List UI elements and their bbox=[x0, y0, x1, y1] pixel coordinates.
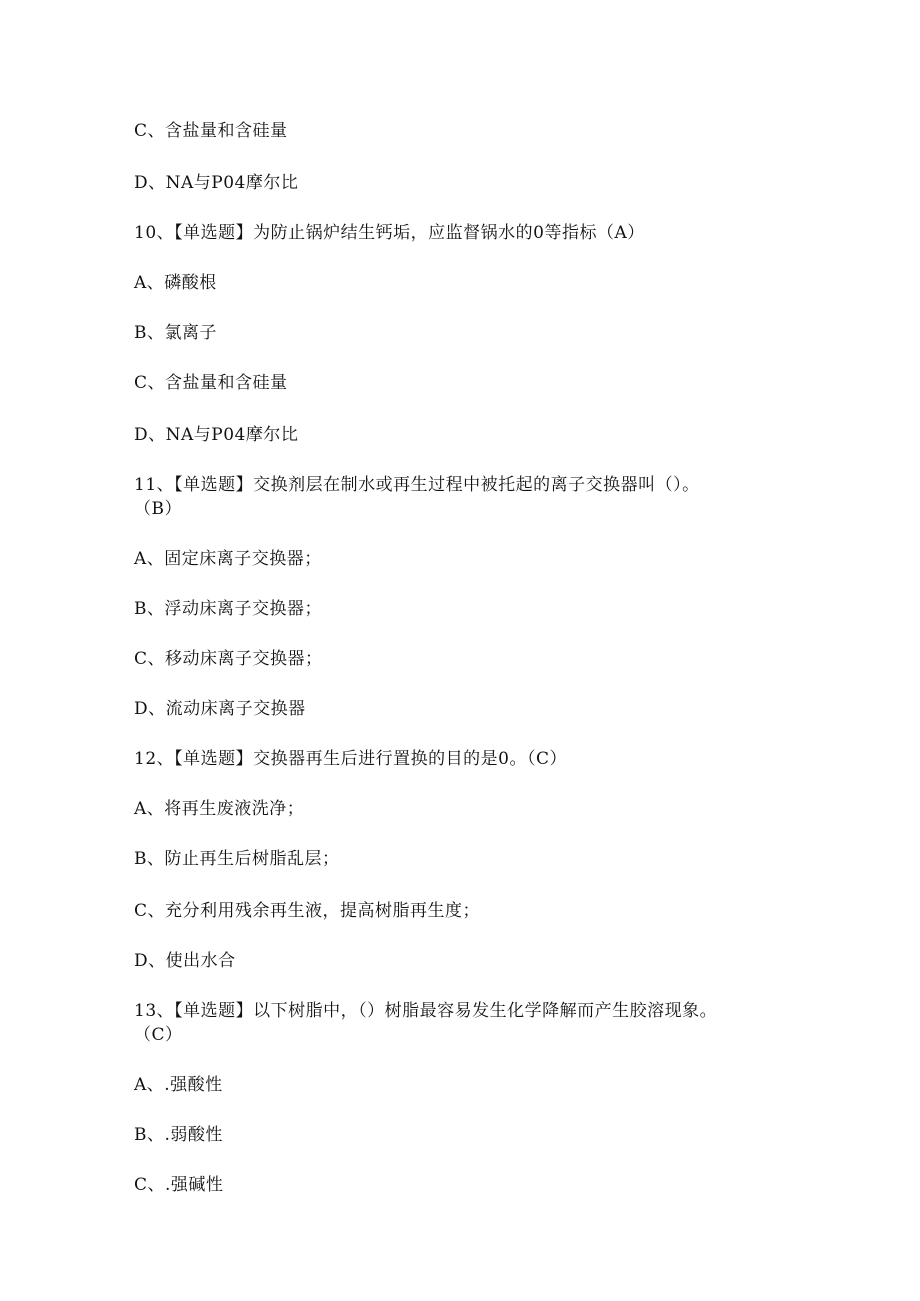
option-a-q13: A、.强酸性 bbox=[134, 1075, 223, 1095]
option-c-q13: C、.强碱性 bbox=[134, 1175, 224, 1195]
option-b-q12: B、防止再生后树脂乱层； bbox=[134, 849, 340, 869]
option-a-q11: A、固定床离子交换器； bbox=[134, 549, 322, 569]
option-b-q10: B、氯离子 bbox=[134, 323, 217, 343]
option-a-q10: A、磷酸根 bbox=[134, 273, 217, 293]
option-d-q11: D、流动床离子交换器 bbox=[134, 699, 306, 719]
option-a-q12: A、将再生废液洗净； bbox=[134, 799, 305, 819]
question-10: 10、【单选题】为防止锅炉结生钙垢，应监督锅水的0等指标（A） bbox=[134, 223, 645, 243]
option-d-q12: D、使出水合 bbox=[134, 951, 236, 971]
option-c-q10: C、含盐量和含硅量 bbox=[134, 373, 288, 393]
question-13-answer: （C） bbox=[134, 1025, 183, 1045]
option-b-q13: B、.弱酸性 bbox=[134, 1125, 223, 1145]
option-c-q9: C、含盐量和含硅量 bbox=[134, 121, 288, 141]
option-c-q11: C、移动床离子交换器； bbox=[134, 649, 323, 669]
question-13: 13、【单选题】以下树脂中，（）树脂最容易发生化学降解而产生胶溶现象。 bbox=[134, 1001, 718, 1021]
question-11-answer: （B） bbox=[134, 499, 182, 519]
question-11: 11、【单选题】交换剂层在制水或再生过程中被托起的离子交换器叫（）。 bbox=[134, 475, 700, 495]
option-c-q12: C、充分利用残余再生液，提高树脂再生度； bbox=[134, 901, 481, 921]
option-b-q11: B、浮动床离子交换器； bbox=[134, 599, 322, 619]
question-12: 12、【单选题】交换器再生后进行置换的目的是0。（C） bbox=[134, 749, 567, 769]
option-d-q9: D、NA与P04摩尔比 bbox=[134, 173, 299, 193]
option-d-q10: D、NA与P04摩尔比 bbox=[134, 425, 299, 445]
